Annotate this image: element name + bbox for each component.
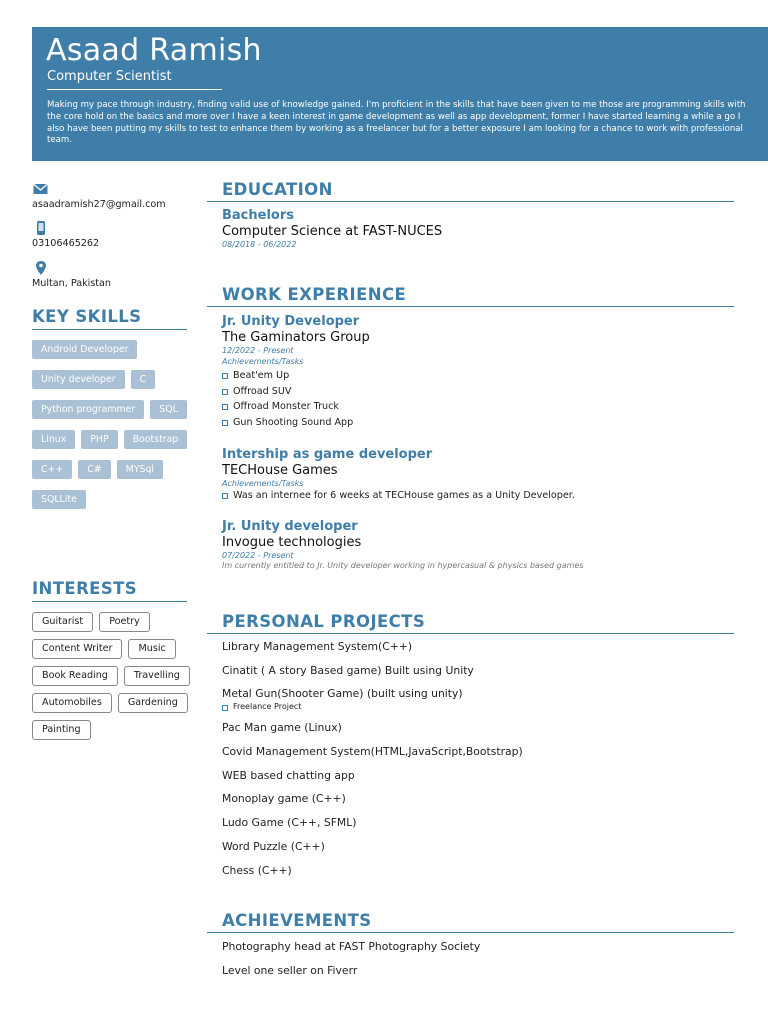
skill-tag: Android Developer bbox=[32, 340, 137, 359]
header-banner bbox=[32, 27, 768, 161]
achievements-heading: ACHIEVEMENTS bbox=[207, 911, 734, 933]
interest-tag: Book Reading bbox=[32, 666, 118, 686]
interest-tag: Content Writer bbox=[32, 639, 122, 659]
task-item: Beat'em Up bbox=[222, 368, 742, 384]
task-item: Was an internee for 6 weeks at TECHouse games as a Unity Developer. bbox=[222, 488, 742, 504]
skill-tag: MYSql bbox=[117, 460, 163, 479]
skill-tag: PHP bbox=[81, 430, 117, 449]
interest-tag: Gardening bbox=[118, 693, 188, 713]
phone-icon bbox=[32, 220, 52, 238]
project-item: WEB based chatting app bbox=[222, 768, 355, 782]
interests-heading: INTERESTS bbox=[32, 579, 187, 602]
project-item: Library Management System(C++) bbox=[222, 640, 413, 653]
envelope-icon bbox=[32, 181, 52, 199]
skill-tag: Linux bbox=[32, 430, 75, 449]
email-text[interactable]: asaadramish27@gmail.com bbox=[32, 199, 166, 210]
education-heading: EDUCATION bbox=[207, 180, 734, 202]
work-experience-heading: WORK EXPERIENCE bbox=[207, 285, 734, 307]
project-item: Cinatit ( A story Based game) Built using Unity bbox=[222, 663, 474, 677]
work-entry bbox=[222, 314, 742, 430]
achievement-item: Photography head at FAST Photography Society bbox=[222, 940, 481, 953]
job-title: Jr. Unity Developer bbox=[222, 314, 360, 329]
job-description: Im currently entitled to Jr. Unity developer working in hypercasual & physics based games bbox=[222, 561, 584, 570]
job-dates: 07/2022 - Present bbox=[222, 551, 294, 560]
company-name: TECHouse Games bbox=[222, 463, 338, 478]
contact-location bbox=[32, 260, 111, 289]
tasks-list bbox=[222, 368, 742, 430]
tasks-label: Achievements/Tasks bbox=[222, 357, 304, 366]
task-item: Gun Shooting Sound App bbox=[222, 415, 742, 431]
job-dates: 12/2022 - Present bbox=[222, 346, 294, 355]
school-name: Computer Science at FAST-NUCES bbox=[222, 224, 443, 239]
interest-tag: Travelling bbox=[124, 666, 190, 686]
location-pin-icon bbox=[32, 260, 52, 278]
skill-tag: SQLLite bbox=[32, 490, 86, 509]
work-entry bbox=[222, 447, 742, 504]
skill-tag: C++ bbox=[32, 460, 72, 479]
skill-tag: C bbox=[131, 370, 156, 389]
contact-email bbox=[32, 181, 166, 210]
tasks-list bbox=[222, 488, 742, 504]
job-title: Intership as game developer bbox=[222, 447, 433, 462]
project-item: Chess (C++) bbox=[222, 863, 292, 877]
company-name: Invogue technologies bbox=[222, 535, 362, 550]
degree-title: Bachelors bbox=[222, 208, 294, 223]
interests-list bbox=[32, 612, 192, 740]
interest-tag: Guitarist bbox=[32, 612, 93, 632]
education-dates: 08/2018 - 06/2022 bbox=[222, 240, 297, 249]
key-skills-heading: KEY SKILLS bbox=[32, 307, 187, 330]
project-item: Metal Gun(Shooter Game) (built using unity) Freelance Project bbox=[222, 687, 742, 721]
project-item: Ludo Game (C++, SFML) bbox=[222, 816, 357, 830]
profile-summary: Making my pace through industry, finding valid use of knowledge gained. I'm proficient in the skills that have been given to me those are programming skills with the core hold on the basics and more over I have a keen interest in game development as well as app development, former I have started learning a while a go I also have been putting my skills to test to enhance them by working as a freelancer but for a better exposure I am looking for a chance to work with professional team. bbox=[47, 100, 746, 146]
phone-text[interactable]: 03106465262 bbox=[32, 238, 100, 249]
personal-projects-heading: PERSONAL PROJECTS bbox=[207, 612, 734, 634]
project-item: Monoplay game (C++) bbox=[222, 792, 346, 806]
skill-tag: C# bbox=[78, 460, 110, 479]
project-note: Freelance Project bbox=[222, 702, 742, 711]
candidate-name: Asaad Ramish bbox=[46, 33, 262, 68]
skill-tag: Python programmer bbox=[32, 400, 144, 419]
project-item: Pac Man game (Linux) bbox=[222, 721, 342, 735]
projects-list bbox=[222, 640, 742, 887]
achievements-list bbox=[222, 940, 480, 988]
task-item: Offroad SUV bbox=[222, 384, 742, 400]
project-item: Word Puzzle (C++) bbox=[222, 839, 325, 853]
interest-tag: Painting bbox=[32, 720, 91, 740]
task-item: Offroad Monster Truck bbox=[222, 399, 742, 415]
project-sub-list bbox=[222, 702, 742, 711]
tasks-label: Achievements/Tasks bbox=[222, 479, 304, 488]
skill-tag: Bootstrap bbox=[124, 430, 188, 449]
interest-tag: Automobiles bbox=[32, 693, 112, 713]
interest-tag: Poetry bbox=[99, 612, 150, 632]
education-entry bbox=[222, 208, 742, 249]
candidate-role: Computer Scientist bbox=[47, 69, 222, 90]
skills-list bbox=[32, 340, 197, 509]
work-entry bbox=[222, 519, 742, 570]
project-item: Covid Management System(HTML,JavaScript,Bootstrap) bbox=[222, 745, 523, 759]
achievement-item: Level one seller on Fiverr bbox=[222, 964, 358, 977]
skill-tag: SQL bbox=[150, 400, 187, 419]
skill-tag: Unity developer bbox=[32, 370, 125, 389]
contact-phone bbox=[32, 220, 99, 249]
job-title: Jr. Unity developer bbox=[222, 519, 358, 534]
company-name: The Gaminators Group bbox=[222, 330, 370, 345]
interest-tag: Music bbox=[128, 639, 175, 659]
location-text: Multan, Pakistan bbox=[32, 278, 112, 289]
